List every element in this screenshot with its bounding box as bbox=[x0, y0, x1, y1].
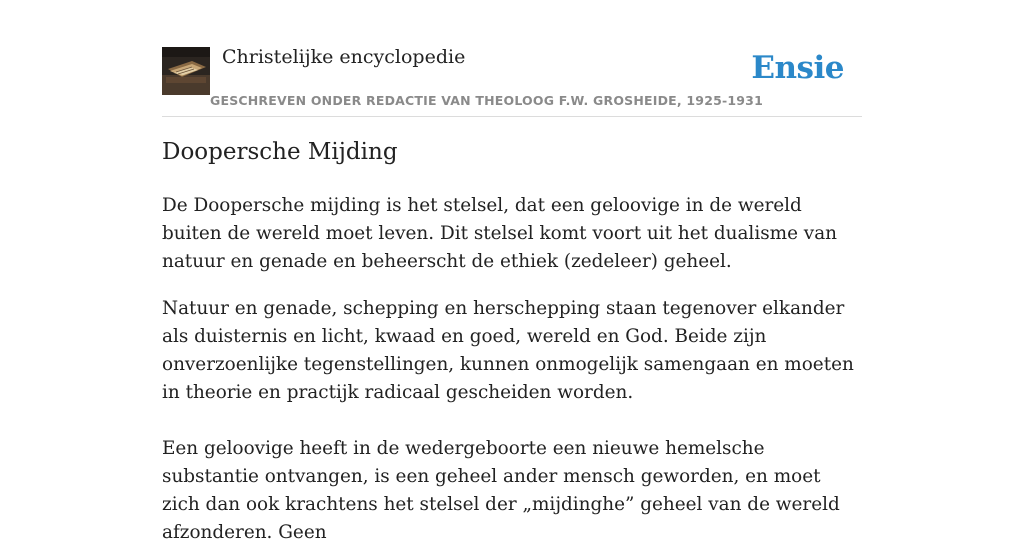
site-title[interactable]: Christelijke encyclopedie bbox=[222, 46, 466, 68]
article-title: Doopersche Mijding bbox=[162, 139, 398, 165]
site-header bbox=[162, 46, 862, 117]
article-paragraph: De Doopersche mijding is het stelsel, dat een geloovige in de wereld buiten de wereld moet leven. Dit stelsel komt voort uit het dualisme van natuur en genade en beheerscht de ethiek (zedeleer) geheel. bbox=[162, 195, 838, 272]
article-paragraph: Natuur en genade, schepping en herschepping staan tegenover elkander als duisternis en licht, kwaad en goed, wereld en God. Beide zijn onverzoenlijke tegenstellingen, kunnen onmogelijk samengaan en moeten in theorie en practijk radicaal gescheiden worden. bbox=[162, 298, 854, 403]
brand-logo[interactable]: Ensie bbox=[751, 50, 844, 86]
article-paragraph: Een geloovige heeft in de wedergeboorte een nieuwe hemelsche substantie ontvangen, is een geheel ander mensch geworden, en moet zich dan ook krachtens het stelsel der „mijdinghe” geheel van de wereld afzonderen. Geen bbox=[162, 438, 840, 543]
site-tagline: GESCHREVEN ONDER REDACTIE VAN THEOLOOG F.W. GROSHEIDE, 1925-1931 bbox=[210, 93, 763, 108]
book-photo-icon[interactable] bbox=[162, 47, 210, 95]
article-body bbox=[162, 192, 862, 547]
